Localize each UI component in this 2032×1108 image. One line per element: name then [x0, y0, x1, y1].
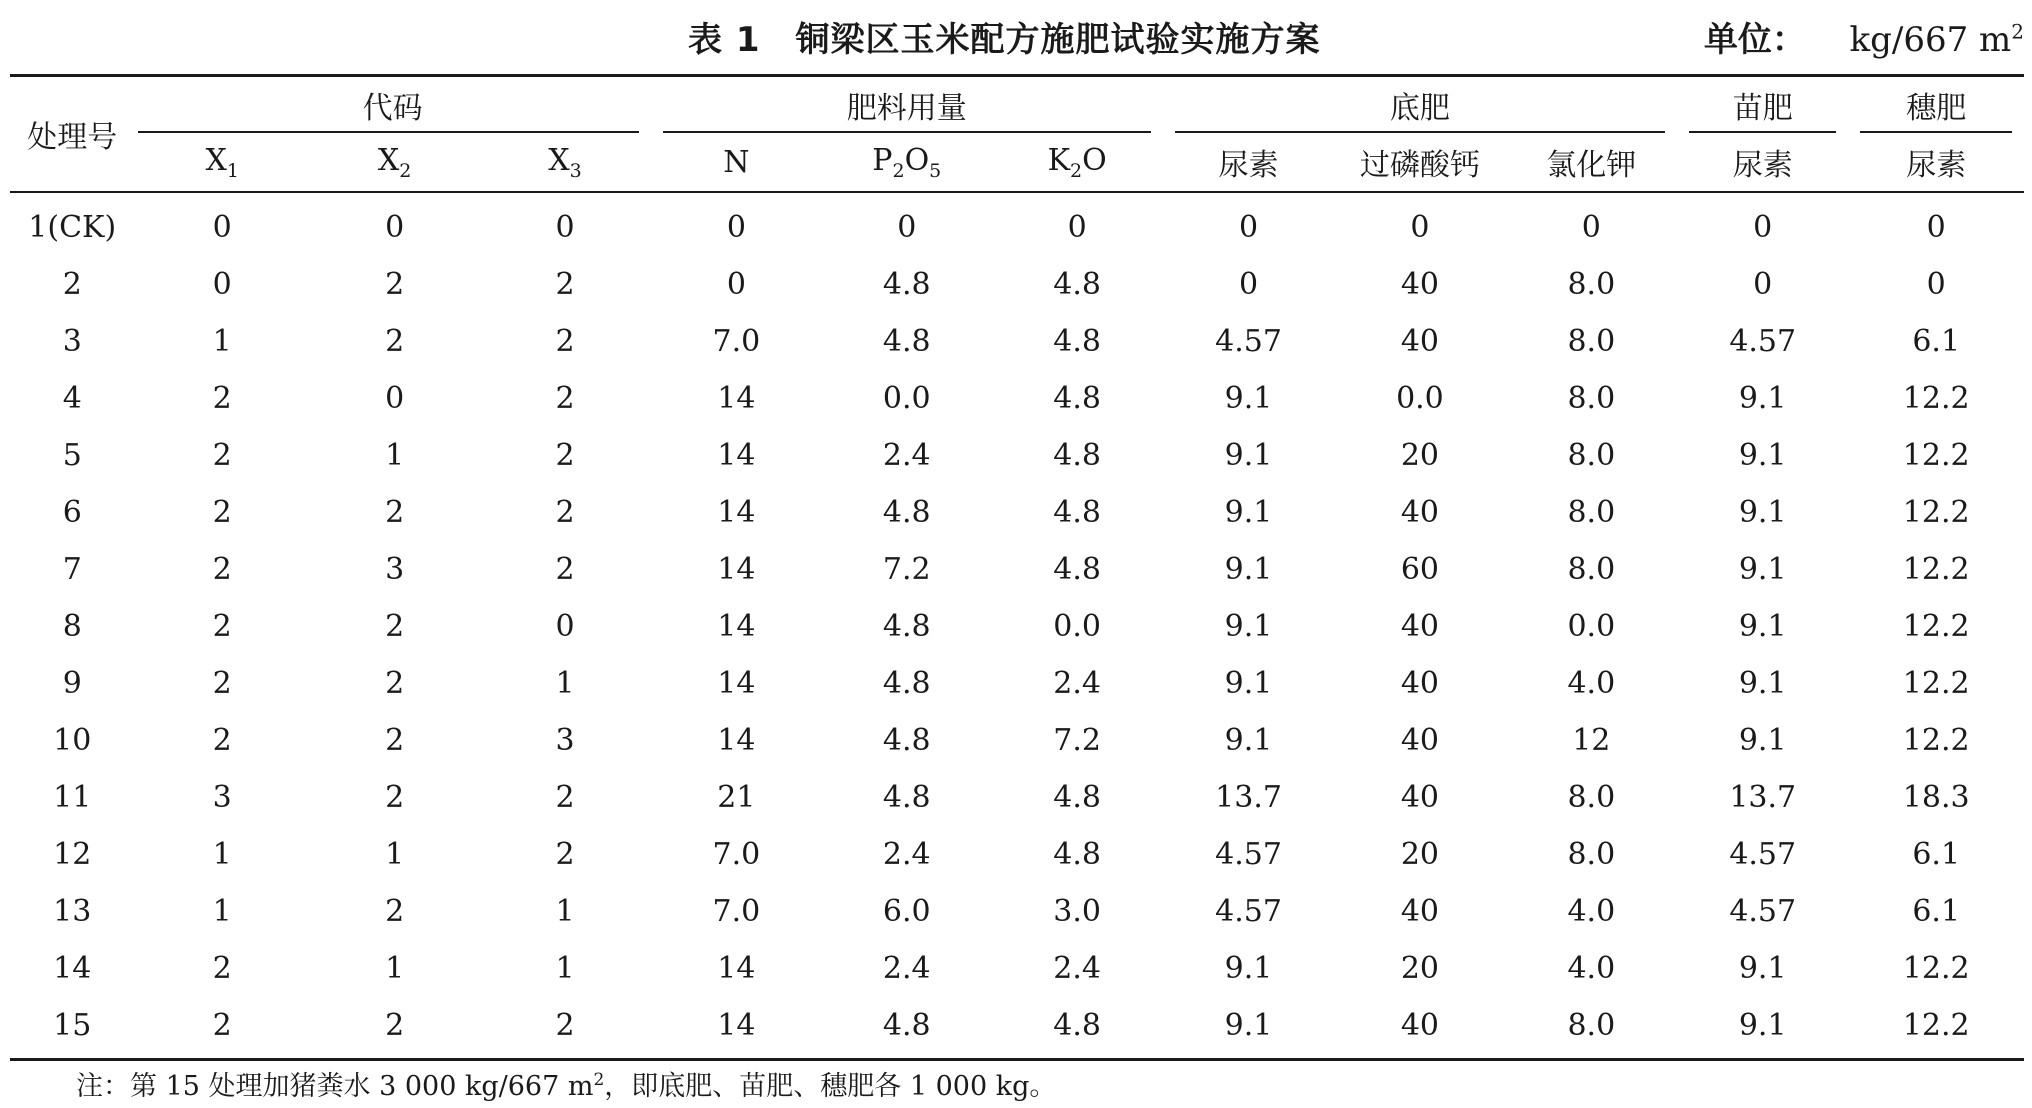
table-cell: 0 — [212, 267, 232, 302]
table-cell: 2.4 — [1053, 951, 1101, 986]
table-cell: 0.0 — [1567, 609, 1616, 644]
table-cell: 12.2 — [1902, 495, 1970, 530]
unit-value: kg/667 m — [1849, 20, 2012, 60]
table-cell: 4.8 — [1053, 1008, 1101, 1043]
table-cell: 7.0 — [712, 837, 761, 872]
table-cell: 4.57 — [1215, 894, 1282, 929]
table-cell: 8.0 — [1567, 324, 1616, 359]
table-row — [10, 370, 2024, 427]
table-cell: 1 — [555, 666, 575, 701]
table-cell: 4.8 — [1053, 381, 1101, 416]
table-cell: 20 — [1400, 951, 1440, 986]
table-cell: 2 — [385, 723, 405, 758]
table-cell: 0 — [897, 210, 917, 245]
table-cell: 9.1 — [1738, 951, 1787, 986]
table-cell: 0 — [555, 609, 575, 644]
table-cell: 20 — [1400, 438, 1440, 473]
table-row — [10, 192, 2024, 256]
treatment-number-cell: 3 — [62, 324, 82, 359]
table-cell: 12 — [1572, 723, 1611, 758]
table-row — [10, 655, 2024, 712]
table-row — [10, 940, 2024, 997]
table-cell: 1 — [385, 837, 405, 872]
table-cell: 9.1 — [1224, 723, 1273, 758]
table-cell: 0 — [1753, 210, 1773, 245]
fertilizer-trial-table — [10, 74, 2024, 1061]
header-row-subcolumns — [10, 133, 2024, 192]
table-cell: 9.1 — [1738, 723, 1787, 758]
table-cell: 8.0 — [1567, 1008, 1616, 1043]
header-x2: $X_2$ — [310, 133, 479, 192]
table-cell: 2 — [385, 894, 405, 929]
table-cell: 14 — [717, 951, 756, 986]
header-ear-urea: 尿素 — [1848, 133, 2024, 192]
header-group-ear: 穗肥 — [1848, 76, 2024, 134]
table-caption — [0, 6, 2032, 60]
treatment-number-cell: 1(CK) — [28, 210, 117, 245]
header-n: N — [651, 133, 822, 192]
table-cell: 9.1 — [1224, 381, 1273, 416]
table-cell: 14 — [717, 723, 756, 758]
table-cell: 9.1 — [1224, 951, 1273, 986]
treatment-number-cell: 10 — [53, 723, 92, 758]
table-header — [10, 76, 2024, 193]
header-x3: $X_3$ — [479, 133, 650, 192]
table-cell: 1 — [212, 894, 232, 929]
table-cell: 40 — [1400, 609, 1440, 644]
table-cell: 2 — [385, 780, 405, 815]
table-cell: 2 — [555, 495, 575, 530]
table-cell: 14 — [717, 495, 756, 530]
table-cell: 1 — [555, 951, 575, 986]
table-cell: 12.2 — [1902, 552, 1970, 587]
table-cell: 40 — [1400, 495, 1440, 530]
table-row — [10, 256, 2024, 313]
table-cell: 12.2 — [1902, 438, 1970, 473]
treatment-number-cell: 12 — [53, 837, 92, 872]
table-cell: 8.0 — [1567, 267, 1616, 302]
table-cell: 8.0 — [1567, 438, 1616, 473]
table-cell: 0 — [385, 381, 405, 416]
unit-sup: 2 — [2011, 19, 2024, 44]
table-cell: 40 — [1400, 894, 1440, 929]
table-cell: 8.0 — [1567, 381, 1616, 416]
table-cell: 9.1 — [1224, 609, 1273, 644]
header-row-groups — [10, 76, 2024, 134]
treatment-number-cell: 7 — [62, 552, 82, 587]
table-cell: 9.1 — [1738, 609, 1787, 644]
table-cell: 2 — [212, 495, 232, 530]
table-cell: 8.0 — [1567, 495, 1616, 530]
table-cell: 14 — [717, 609, 756, 644]
treatment-number-cell: 4 — [62, 381, 82, 416]
treatment-number-cell: 5 — [62, 438, 82, 473]
header-k2o: $K_2O$ — [991, 133, 1162, 192]
table-cell: 12.2 — [1902, 1008, 1970, 1043]
table-cell: 21 — [717, 780, 756, 815]
table-cell: 4.57 — [1215, 837, 1282, 872]
table-cell: 3 — [385, 552, 405, 587]
table-cell: 2 — [385, 495, 405, 530]
table-cell: 4.8 — [882, 609, 931, 644]
table-cell: 0 — [385, 210, 405, 245]
table-cell: 40 — [1400, 267, 1440, 302]
table-cell: 1 — [212, 324, 232, 359]
table-cell: 40 — [1400, 723, 1440, 758]
table-cell: 4.8 — [1053, 495, 1101, 530]
table-cell: 3.0 — [1053, 894, 1101, 929]
table-row — [10, 769, 2024, 826]
table-cell: 4.57 — [1729, 894, 1797, 929]
table-cell: 0.0 — [882, 381, 931, 416]
table-cell: 0 — [726, 210, 746, 245]
table-cell: 7.0 — [712, 324, 761, 359]
table-cell: 4.57 — [1215, 324, 1282, 359]
table-cell: 2.4 — [882, 837, 931, 872]
table-row — [10, 427, 2024, 484]
table-cell: 4.0 — [1567, 894, 1616, 929]
table-cell: 2 — [385, 1008, 405, 1043]
table-body — [10, 192, 2024, 1060]
table-cell: 2 — [385, 267, 405, 302]
table-cell: 9.1 — [1224, 438, 1273, 473]
table-cell: 2 — [555, 381, 575, 416]
table-cell: 2 — [555, 438, 575, 473]
table-row — [10, 826, 2024, 883]
table-cell: 2 — [555, 837, 575, 872]
table-cell: 0 — [1753, 267, 1773, 302]
table-cell: 40 — [1400, 666, 1440, 701]
table-cell: 2 — [212, 552, 232, 587]
table-cell: 9.1 — [1224, 495, 1273, 530]
table-cell: 0 — [212, 210, 232, 245]
table-cell: 4.8 — [882, 267, 931, 302]
table-cell: 2 — [212, 1008, 232, 1043]
table-cell: 12.2 — [1902, 609, 1970, 644]
table-cell: 9.1 — [1224, 1008, 1273, 1043]
table-cell: 4.0 — [1567, 951, 1616, 986]
table-cell: 3 — [212, 780, 232, 815]
table-cell: 14 — [717, 381, 756, 416]
table-cell: 12.2 — [1902, 381, 1970, 416]
unit-label: 单位： — [1703, 20, 1806, 60]
table-cell: 3 — [555, 723, 575, 758]
table-cell: 14 — [717, 552, 756, 587]
table-cell: 9.1 — [1224, 666, 1273, 701]
table-cell: 4.8 — [882, 1008, 931, 1043]
table-title: 表 1 铜梁区玉米配方施肥试验实施方案 — [688, 20, 1321, 60]
table-cell: 40 — [1400, 780, 1440, 815]
table-footnote — [76, 1064, 1056, 1103]
table-cell: 4.57 — [1729, 324, 1797, 359]
table-cell: 2 — [212, 951, 232, 986]
table-cell: 8.0 — [1567, 837, 1616, 872]
table-cell: 4.57 — [1729, 837, 1797, 872]
table-cell: 7.0 — [712, 894, 761, 929]
table-cell: 2 — [385, 609, 405, 644]
table-cell: 4.8 — [882, 723, 931, 758]
table-cell: 2 — [555, 267, 575, 302]
table-cell: 9.1 — [1738, 381, 1787, 416]
table-cell: 2 — [385, 666, 405, 701]
header-group-amount: 肥料用量 — [651, 76, 1163, 134]
table-cell: 4.8 — [882, 780, 931, 815]
table-cell: 0 — [1926, 267, 1946, 302]
table-cell: 9.1 — [1738, 1008, 1787, 1043]
table-row — [10, 484, 2024, 541]
unit-note — [1704, 12, 2024, 61]
header-group-code: 代码 — [134, 76, 650, 134]
table-cell: 0 — [1581, 210, 1601, 245]
table-cell: 9.1 — [1738, 438, 1787, 473]
treatment-number-cell: 6 — [62, 495, 82, 530]
table-cell: 0.0 — [1396, 381, 1444, 416]
table-cell: 0 — [1410, 210, 1430, 245]
table-cell: 4.0 — [1567, 666, 1616, 701]
table-cell: 6.0 — [882, 894, 931, 929]
table-cell: 9.1 — [1738, 552, 1787, 587]
table-cell: 2 — [212, 381, 232, 416]
table-row — [10, 883, 2024, 940]
footnote-prefix: 注：第 15 处理加猪粪水 3 000 kg/667 m — [76, 1071, 594, 1102]
header-seedling-urea: 尿素 — [1677, 133, 1848, 192]
header-group-seedling: 苗肥 — [1677, 76, 1848, 134]
header-potassium-chloride: 氯化钾 — [1506, 133, 1677, 192]
table-cell: 8.0 — [1567, 552, 1616, 587]
table-row — [10, 598, 2024, 655]
table-cell: 0 — [1238, 267, 1259, 302]
table-cell: 4.8 — [1053, 267, 1101, 302]
table-cell: 12.2 — [1902, 666, 1970, 701]
table-cell: 13.7 — [1729, 780, 1797, 815]
table-cell: 0 — [555, 210, 575, 245]
table-cell: 1 — [385, 951, 405, 986]
table-cell: 0 — [1238, 210, 1259, 245]
table-cell: 0.0 — [1053, 609, 1101, 644]
table-cell: 13.7 — [1215, 780, 1282, 815]
table-cell: 2 — [212, 723, 232, 758]
treatment-number-cell: 13 — [53, 894, 92, 929]
footnote-sup: 2 — [593, 1070, 605, 1090]
table-cell: 20 — [1400, 837, 1440, 872]
table-cell: 4.8 — [882, 495, 931, 530]
table-cell: 4.8 — [1053, 780, 1101, 815]
header-basal-urea: 尿素 — [1163, 133, 1334, 192]
table-cell: 14 — [717, 1008, 756, 1043]
table-cell: 6.1 — [1912, 837, 1961, 872]
treatment-number-cell: 8 — [62, 609, 82, 644]
table-cell: 6.1 — [1912, 324, 1961, 359]
table-cell: 2 — [555, 552, 575, 587]
table-cell: 9.1 — [1738, 495, 1787, 530]
table-cell: 2 — [212, 438, 232, 473]
table-cell: 2.4 — [882, 951, 931, 986]
table-cell: 0 — [726, 267, 746, 302]
table-cell: 4.8 — [1053, 837, 1101, 872]
table-cell: 2 — [212, 666, 232, 701]
header-superphosphate: 过磷酸钙 — [1334, 133, 1505, 192]
table-cell: 2 — [385, 324, 405, 359]
table-cell: 14 — [717, 666, 756, 701]
table-cell: 14 — [717, 438, 756, 473]
table-row — [10, 997, 2024, 1060]
footnote-suffix: ，即底肥、苗肥、穗肥各 1 000 kg。 — [604, 1071, 1057, 1102]
table-cell: 9.1 — [1738, 666, 1787, 701]
table-cell: 2.4 — [882, 438, 931, 473]
table-cell: 4.8 — [1053, 552, 1101, 587]
table-cell: 2 — [555, 1008, 575, 1043]
treatment-number-cell: 2 — [62, 267, 82, 302]
header-p2o5: $P_2O_5$ — [822, 133, 991, 192]
header-treatment: 处理号 — [10, 76, 134, 193]
table-cell: 1 — [212, 837, 232, 872]
table-cell: 6.1 — [1912, 894, 1961, 929]
table-cell: 12.2 — [1902, 723, 1970, 758]
treatment-number-cell: 9 — [62, 666, 82, 701]
table-cell: 0 — [1067, 210, 1087, 245]
treatment-number-cell: 15 — [53, 1008, 92, 1043]
table-cell: 4.8 — [882, 324, 931, 359]
table-cell: 0 — [1926, 210, 1946, 245]
table-cell: 8.0 — [1567, 780, 1616, 815]
table-cell: 7.2 — [1053, 723, 1101, 758]
header-group-basal: 底肥 — [1163, 76, 1677, 134]
table-row — [10, 712, 2024, 769]
table-cell: 1 — [385, 438, 405, 473]
treatment-number-cell: 14 — [53, 951, 92, 986]
table-cell: 2 — [555, 324, 575, 359]
table-cell: 1 — [555, 894, 575, 929]
table-cell: 12.2 — [1902, 951, 1970, 986]
table-row — [10, 541, 2024, 598]
treatment-number-cell: 11 — [53, 780, 92, 815]
table-cell: 40 — [1400, 324, 1440, 359]
table-cell: 60 — [1400, 552, 1440, 587]
table-cell: 2 — [212, 609, 232, 644]
table-cell: 7.2 — [882, 552, 931, 587]
table-cell: 4.8 — [882, 666, 931, 701]
table-cell: 40 — [1400, 1008, 1440, 1043]
table-cell: 4.8 — [1053, 324, 1101, 359]
table-cell: 2.4 — [1053, 666, 1101, 701]
table-cell: 18.3 — [1902, 780, 1970, 815]
table-cell: 9.1 — [1224, 552, 1273, 587]
table-row — [10, 313, 2024, 370]
table-cell: 2 — [555, 780, 575, 815]
table-cell: 4.8 — [1053, 438, 1101, 473]
header-x1: $X_1$ — [134, 133, 309, 192]
